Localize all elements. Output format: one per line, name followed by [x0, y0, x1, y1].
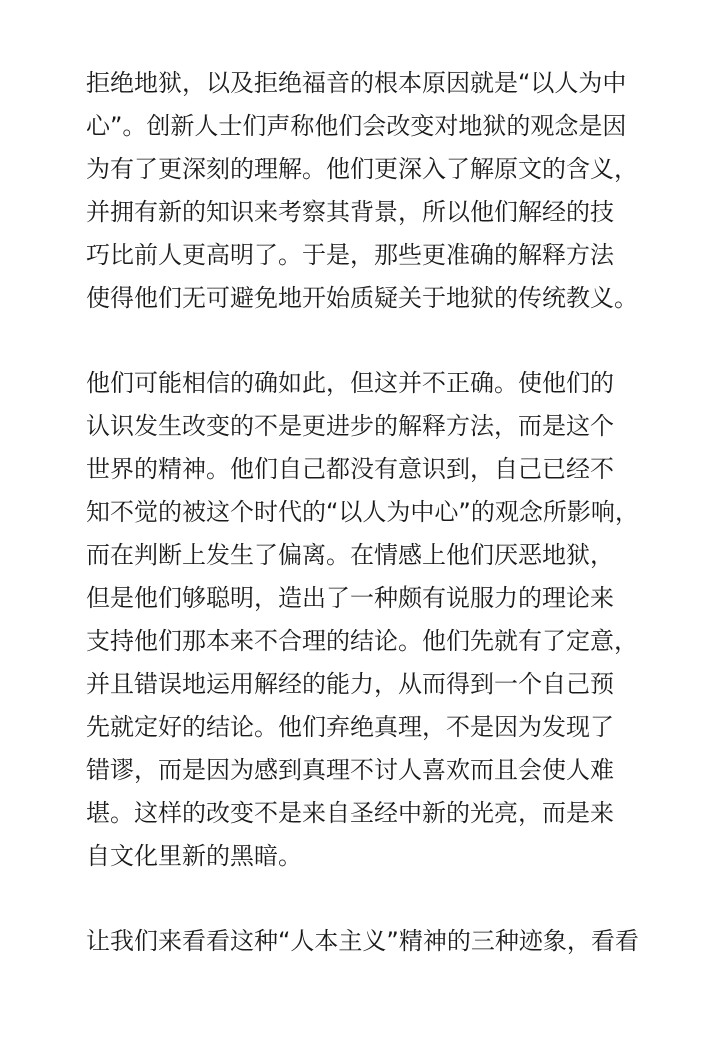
text-line: 知不觉的被这个时代的“以人为中心”的观念所影响，	[86, 498, 639, 526]
text-line: 让我们来看看这种“人本主义”精神的三种迹象，看看	[86, 927, 639, 955]
text-line: 认识发生改变的不是更进步的解释方法，而是这个	[86, 412, 614, 440]
text-line: 使得他们无可避免地开始质疑关于地狱的传统教义。	[86, 284, 638, 312]
text-line: 自文化里新的黑暗。	[86, 842, 302, 870]
text-line: 并且错误地运用解经的能力，从而得到一个自己预	[86, 670, 614, 698]
text-line: 巧比前人更高明了。于是，那些更准确的解释方法	[86, 241, 614, 269]
text-line: 支持他们那本来不合理的结论。他们先就有了定意，	[86, 627, 638, 655]
text-line: 心”。创新人士们声称他们会改变对地狱的观念是因	[86, 112, 627, 140]
text-line: 先就定好的结论。他们弃绝真理，不是因为发现了	[86, 713, 614, 741]
paragraph-3	[86, 920, 686, 963]
text-line: 他们可能相信的确如此，但这并不正确。使他们的	[86, 369, 614, 397]
paragraph-1	[86, 62, 686, 320]
text-line: 并拥有新的知识来考察其背景，所以他们解经的技	[86, 198, 614, 226]
paragraph-2	[86, 362, 686, 878]
text-line: 堪。这样的改变不是来自圣经中新的光亮，而是来	[86, 799, 614, 827]
text-line: 拒绝地狱，以及拒绝福音的根本原因就是“以人为中	[86, 69, 627, 97]
text-line: 而在判断上发生了偏离。在情感上他们厌恶地狱，	[86, 541, 614, 569]
text-line: 世界的精神。他们自己都没有意识到，自己已经不	[86, 455, 614, 483]
text-line: 但是他们够聪明，造出了一种颇有说服力的理论来	[86, 584, 614, 612]
document-page	[86, 62, 686, 1005]
text-line: 错谬，而是因为感到真理不讨人喜欢而且会使人难	[86, 756, 614, 784]
text-line: 为有了更深刻的理解。他们更深入了解原文的含义，	[86, 155, 638, 183]
